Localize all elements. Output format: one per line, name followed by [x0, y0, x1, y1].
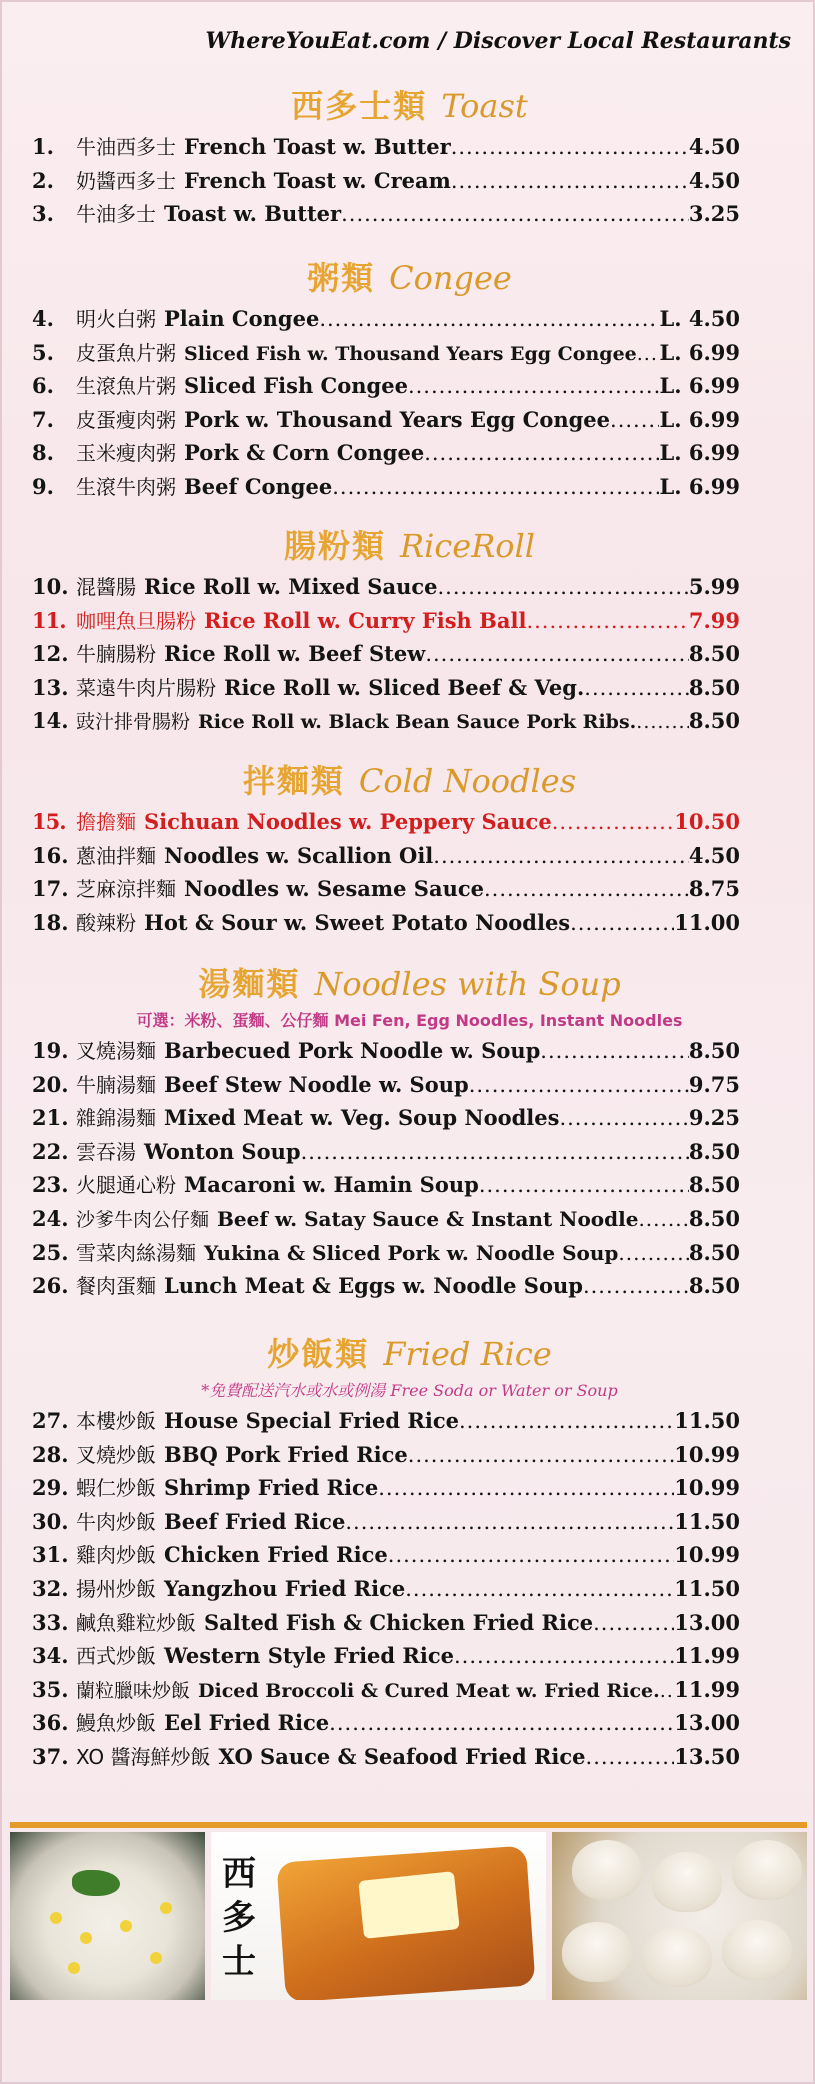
item-name-en: Rice Roll w. Black Bean Sauce Pork Ribs.	[198, 711, 637, 734]
item-number: 36.	[32, 1710, 69, 1736]
dot-leader	[388, 1539, 674, 1573]
item-number: 6.	[32, 373, 54, 399]
item-number: 24.	[32, 1205, 69, 1231]
item-name-zh: 揚州炒飯	[76, 1576, 156, 1601]
section-title-zh: 炒飯類	[267, 1335, 370, 1373]
dot-leader	[660, 1675, 675, 1709]
menu-item	[32, 1269, 740, 1303]
dot-leader	[526, 605, 688, 639]
dot-leader	[378, 1472, 674, 1506]
item-price: 10.99	[674, 1475, 740, 1501]
item-price: 10.99	[674, 1441, 740, 1467]
item-number: 9.	[32, 473, 54, 499]
item-name-en: Shrimp Fried Rice	[164, 1475, 379, 1501]
item-name-zh: 咖哩魚旦腸粉	[76, 608, 196, 633]
dumpling	[652, 1852, 722, 1912]
dumpling-photo	[552, 1832, 807, 2000]
item-number: 34.	[32, 1643, 69, 1669]
dot-leader	[469, 1069, 689, 1103]
item-name-en: Rice Roll w. Beef Stew	[164, 641, 426, 667]
item-name-zh: 蔥油拌麵	[76, 843, 156, 868]
section-note: 可選：米粉、蛋麵、公仔麵 Mei Fen, Egg Noodles, Instant Noodles	[136, 1011, 683, 1030]
menu-item	[32, 1168, 740, 1202]
menu-item	[32, 1236, 740, 1270]
section-title-en: Fried Rice	[383, 1335, 552, 1373]
dumpling	[732, 1840, 802, 1900]
section-rice-roll	[2, 522, 815, 738]
dot-leader	[433, 840, 689, 874]
menu-item	[32, 1034, 740, 1068]
item-name-en: Beef w. Satay Sauce & Instant Noodle	[217, 1206, 639, 1231]
item-number: 26.	[32, 1273, 69, 1299]
item-name-en: Yukina & Sliced Pork w. Noodle Soup	[204, 1240, 619, 1265]
dot-leader	[454, 1640, 674, 1674]
dumpling	[572, 1840, 642, 1900]
item-name-en: Barbecued Pork Noodle w. Soup	[164, 1038, 541, 1063]
item-name-zh: 牛肉炒飯	[76, 1509, 156, 1534]
item-name-zh: 皮蛋瘦肉粥	[76, 407, 176, 432]
section-title	[2, 82, 815, 130]
dot-leader	[451, 131, 689, 165]
item-name-en: Pork w. Thousand Years Egg Congee	[184, 406, 611, 432]
item-number: 3.	[32, 201, 54, 227]
section-title-en: Cold Noodles	[358, 762, 577, 800]
item-price: 5.99	[688, 574, 740, 599]
item-name-zh: 蘭粒臘味炒飯	[76, 1679, 191, 1702]
item-number: 4.	[32, 306, 54, 331]
item-price: 4.50	[688, 167, 740, 193]
item-name-zh: 菜遠牛肉片腸粉	[76, 675, 216, 700]
menu-item	[32, 1740, 740, 1774]
item-name-en: Rice Roll w. Sliced Beef & Veg.	[224, 674, 585, 700]
corn-kernel	[80, 1932, 92, 1944]
menu-item	[32, 1639, 740, 1673]
item-number: 32.	[32, 1575, 69, 1601]
item-name-zh: 豉汁排骨腸粉	[76, 711, 191, 734]
menu-item	[32, 403, 740, 437]
dot-leader	[479, 1169, 689, 1203]
dot-leader	[484, 873, 689, 907]
item-name-zh: 餐肉蛋麵	[76, 1274, 156, 1299]
menu-item	[32, 906, 740, 940]
item-number: 1.	[32, 134, 54, 159]
item-number: 11.	[32, 607, 66, 633]
dot-leader	[610, 404, 659, 438]
menu-item	[32, 1538, 740, 1572]
corn-kernel	[68, 1962, 80, 1974]
item-name-zh: 鰻魚炒飯	[76, 1711, 156, 1736]
menu-item	[32, 1101, 740, 1135]
item-name-en: Noodles w. Sesame Sauce	[184, 876, 484, 902]
item-name-en: Lunch Meat & Eggs w. Noodle Soup	[164, 1273, 583, 1299]
menu-item	[32, 1202, 740, 1236]
item-price: 11.99	[674, 1676, 740, 1702]
item-price: L. 6.99	[659, 473, 740, 499]
menu-item	[32, 1471, 740, 1505]
dumpling	[722, 1920, 792, 1980]
section-cold-noodles	[2, 757, 815, 939]
dot-leader	[552, 806, 675, 840]
dot-leader	[424, 437, 659, 471]
item-number: 23.	[32, 1172, 69, 1198]
item-number: 17.	[32, 876, 69, 902]
item-price: 10.99	[674, 1542, 740, 1568]
item-price: 11.00	[674, 909, 740, 935]
dumpling	[642, 1927, 712, 1987]
section-title-en: RiceRoll	[400, 527, 536, 565]
dot-leader	[540, 1035, 689, 1069]
item-name-zh: 牛腩腸粉	[76, 642, 156, 667]
item-price: 11.99	[674, 1643, 740, 1669]
item-name-en: Plain Congee	[164, 306, 320, 331]
item-name-zh: 牛腩湯麵	[76, 1072, 156, 1097]
item-name-en: Chicken Fried Rice	[164, 1542, 388, 1568]
photo-label: 西多士	[222, 1854, 256, 1982]
item-number: 29.	[32, 1475, 69, 1501]
item-price: 4.50	[688, 842, 740, 868]
item-name-zh: 叉燒炒飯	[76, 1442, 156, 1467]
menu-item	[32, 197, 740, 231]
menu-item	[32, 1135, 740, 1169]
item-number: 25.	[32, 1239, 69, 1265]
section-title-en: Congee	[389, 259, 512, 297]
menu-item	[32, 1606, 740, 1640]
section-title-en: Toast	[441, 87, 528, 125]
item-price: 8.50	[688, 1205, 740, 1231]
menu-item	[32, 1706, 740, 1740]
item-name-zh: 生滾魚片粥	[76, 374, 176, 399]
item-name-zh: 酸辣粉	[76, 910, 136, 935]
menu-item	[32, 671, 740, 705]
item-price: 8.50	[688, 674, 740, 700]
section-title-zh: 拌麵類	[242, 762, 345, 800]
menu-item	[32, 637, 740, 671]
section-title	[2, 522, 815, 570]
item-price: 13.50	[674, 1743, 740, 1769]
item-name-en: French Toast w. Cream	[184, 167, 451, 193]
menu-item	[32, 872, 740, 906]
item-price: L. 6.99	[659, 406, 740, 432]
item-name-zh: 皮蛋魚片粥	[76, 340, 176, 365]
menu-item	[32, 470, 740, 504]
menu-item-spicy	[32, 604, 740, 638]
dot-leader	[570, 907, 674, 941]
item-number: 5.	[32, 339, 54, 365]
item-name-en: Wonton Soup	[144, 1138, 301, 1164]
item-name-en: Sliced Fish Congee	[184, 373, 408, 399]
menu-item	[32, 336, 740, 370]
item-price: 9.75	[688, 1071, 740, 1097]
item-number: 18.	[32, 909, 69, 935]
item-name-en: Rice Roll w. Mixed Sauce	[144, 574, 438, 599]
item-price: L. 4.50	[659, 306, 740, 331]
menu-item	[32, 1068, 740, 1102]
dumpling	[562, 1922, 632, 1982]
dot-leader	[583, 1270, 689, 1304]
item-name-zh: 蝦仁炒飯	[76, 1476, 156, 1501]
menu-item	[32, 436, 740, 470]
item-number: 20.	[32, 1071, 69, 1097]
item-name-en: XO Sauce & Seafood Fried Rice	[218, 1743, 586, 1769]
section-title	[2, 1330, 815, 1378]
item-number: 13.	[32, 674, 69, 700]
menu-item	[32, 369, 740, 403]
section-title-zh: 西多士類	[291, 87, 428, 125]
item-name-zh: 玉米瘦肉粥	[76, 441, 176, 466]
dot-leader	[618, 1237, 688, 1271]
dot-leader	[593, 1607, 674, 1641]
item-price: L. 6.99	[659, 339, 740, 365]
item-price: 8.50	[688, 708, 740, 734]
dot-leader	[341, 198, 689, 232]
dot-leader	[459, 1405, 674, 1439]
item-price: 8.75	[688, 876, 740, 902]
item-name-en: House Special Fried Rice	[164, 1408, 459, 1433]
item-name-en: Mixed Meat w. Veg. Soup Noodles	[164, 1105, 560, 1131]
corn-kernel	[120, 1920, 132, 1932]
item-price: 3.25	[688, 201, 740, 227]
item-name-zh: 奶醬西多士	[76, 168, 176, 193]
item-number: 37.	[32, 1743, 69, 1769]
dot-leader	[405, 1573, 674, 1607]
item-name-en: Hot & Sour w. Sweet Potato Noodles	[144, 909, 571, 935]
menu-item	[32, 130, 740, 164]
section-congee	[2, 254, 815, 504]
item-name-en: Sliced Fish w. Thousand Years Egg Congee	[184, 342, 637, 365]
item-price: 10.50	[674, 809, 740, 834]
dot-leader	[451, 165, 689, 199]
item-name-zh: 混醬腸	[76, 575, 136, 599]
item-price: 8.50	[688, 641, 740, 667]
section-title	[2, 960, 815, 1008]
section-fried-rice	[2, 1330, 815, 1774]
item-name-en: Noodles w. Scallion Oil	[164, 842, 434, 868]
item-number: 7.	[32, 406, 54, 432]
item-name-en: Western Style Fried Rice	[164, 1643, 454, 1669]
item-price: 11.50	[674, 1408, 740, 1433]
dot-leader	[425, 638, 689, 672]
menu-item	[32, 1438, 740, 1472]
corn-kernel	[150, 1952, 162, 1964]
item-name-zh: 擔擔麵	[76, 810, 136, 834]
item-number: 19.	[32, 1038, 69, 1063]
item-name-zh: 生滾牛肉粥	[76, 474, 176, 499]
item-price: 11.50	[674, 1508, 740, 1534]
item-price: L. 6.99	[659, 440, 740, 466]
item-number: 30.	[32, 1508, 69, 1534]
item-price: 8.50	[688, 1172, 740, 1198]
section-title	[2, 254, 815, 302]
congee-photo	[10, 1832, 205, 2000]
item-name-en: Beef Fried Rice	[164, 1508, 346, 1534]
item-name-zh: 西式炒飯	[76, 1644, 156, 1669]
section-title-en: Noodles with Soup	[314, 965, 621, 1003]
item-name-zh: 雞肉炒飯	[76, 1543, 156, 1568]
item-name-zh: 牛油西多士	[76, 135, 176, 159]
item-name-en: French Toast w. Butter	[184, 134, 451, 159]
menu-item	[32, 1673, 740, 1707]
item-price: L. 6.99	[659, 373, 740, 399]
item-name-zh: 雲吞湯	[76, 1139, 136, 1164]
item-name-zh: 雪菜肉絲湯麵	[76, 1240, 196, 1265]
item-price: 8.50	[688, 1038, 740, 1063]
item-name-en: Pork & Corn Congee	[184, 440, 425, 466]
dot-leader	[301, 1136, 689, 1170]
dot-leader	[638, 1203, 688, 1237]
menu-item	[32, 704, 740, 738]
dot-leader	[559, 1102, 688, 1136]
item-name-zh: 本樓炒飯	[76, 1409, 156, 1433]
dot-leader	[408, 1439, 674, 1473]
item-name-en: BBQ Pork Fried Rice	[164, 1441, 408, 1467]
item-name-en: Beef Congee	[184, 473, 333, 499]
menu-item	[32, 302, 740, 336]
item-number: 16.	[32, 842, 69, 868]
dot-leader	[584, 672, 689, 706]
item-number: 35.	[32, 1676, 69, 1702]
item-price: 4.50	[688, 134, 740, 159]
butter-pat	[358, 1871, 460, 1939]
menu-item	[32, 1572, 740, 1606]
section-noodles-soup	[2, 960, 815, 1303]
menu-item	[32, 164, 740, 198]
item-name-en: Diced Broccoli & Cured Meat w. Fried Rice.	[198, 1679, 660, 1702]
item-price: 8.50	[688, 1239, 740, 1265]
item-number: 2.	[32, 167, 54, 193]
dot-leader	[636, 706, 689, 740]
corn-kernel	[160, 1902, 172, 1914]
item-number: 12.	[32, 641, 69, 667]
menu-item	[32, 1505, 740, 1539]
section-title-zh: 腸粉類	[283, 527, 386, 565]
dot-leader	[319, 303, 659, 337]
dot-leader	[586, 1741, 675, 1775]
herb-garnish	[72, 1870, 120, 1896]
menu-item	[32, 839, 740, 873]
item-price: 7.99	[688, 607, 740, 633]
item-name-en: Beef Stew Noodle w. Soup	[164, 1071, 469, 1097]
item-number: 21.	[32, 1105, 69, 1131]
item-name-zh: 牛油多士	[76, 202, 156, 227]
section-note: *免費配送汽水或水或例湯 Free Soda or Water or Soup	[201, 1381, 618, 1400]
menu-item-spicy	[32, 805, 740, 839]
dot-leader	[332, 471, 659, 505]
section-title-zh: 粥類	[307, 259, 376, 297]
menu-item	[32, 570, 740, 604]
item-price: 13.00	[674, 1710, 740, 1736]
dot-leader	[345, 1506, 674, 1540]
item-name-en: Rice Roll w. Curry Fish Ball	[204, 607, 527, 633]
item-price: 8.50	[688, 1273, 740, 1299]
french-toast-photo	[211, 1832, 546, 2000]
item-number: 27.	[32, 1408, 69, 1433]
item-name-zh: 火腿通心粉	[76, 1173, 176, 1198]
dot-leader	[408, 370, 660, 404]
item-number: 10.	[32, 574, 69, 599]
photo-strip	[10, 1822, 807, 2007]
item-price: 9.25	[688, 1105, 740, 1131]
menu-item	[32, 1404, 740, 1438]
item-name-zh: 明火白粥	[76, 307, 156, 331]
item-name-zh: XO 醬海鮮炒飯	[76, 1744, 211, 1769]
item-number: 28.	[32, 1441, 69, 1467]
item-name-en: Sichuan Noodles w. Peppery Sauce	[144, 809, 552, 834]
corn-kernel	[50, 1912, 62, 1924]
item-name-zh: 鹹魚雞粒炒飯	[76, 1610, 196, 1635]
item-number: 31.	[32, 1542, 69, 1568]
item-price: 8.50	[688, 1138, 740, 1164]
dot-leader	[329, 1707, 674, 1741]
item-price: 11.50	[674, 1575, 740, 1601]
item-name-zh: 芝麻涼拌麵	[76, 877, 176, 902]
dot-leader	[438, 571, 689, 605]
item-number: 33.	[32, 1609, 69, 1635]
section-toast	[2, 82, 815, 231]
section-title-zh: 湯麵類	[198, 965, 301, 1003]
item-name-en: Toast w. Butter	[164, 201, 342, 227]
item-name-en: Eel Fried Rice	[164, 1710, 330, 1736]
item-number: 14.	[32, 708, 69, 734]
item-name-zh: 沙爹牛肉公仔麵	[76, 1208, 210, 1231]
item-price: 13.00	[674, 1609, 740, 1635]
item-name-zh: 雜錦湯麵	[76, 1106, 156, 1131]
watermark: WhereYouEat.com / Discover Local Restaurants	[205, 28, 791, 54]
item-name-en: Macaroni w. Hamin Soup	[184, 1172, 479, 1198]
item-number: 8.	[32, 440, 54, 466]
item-name-en: Salted Fish & Chicken Fried Rice	[204, 1609, 594, 1635]
dot-leader	[637, 338, 660, 372]
section-title	[2, 757, 815, 805]
item-name-en: Yangzhou Fried Rice	[164, 1575, 406, 1601]
item-number: 22.	[32, 1138, 69, 1164]
item-name-zh: 叉燒湯麵	[76, 1039, 156, 1063]
item-number: 15.	[32, 809, 66, 834]
